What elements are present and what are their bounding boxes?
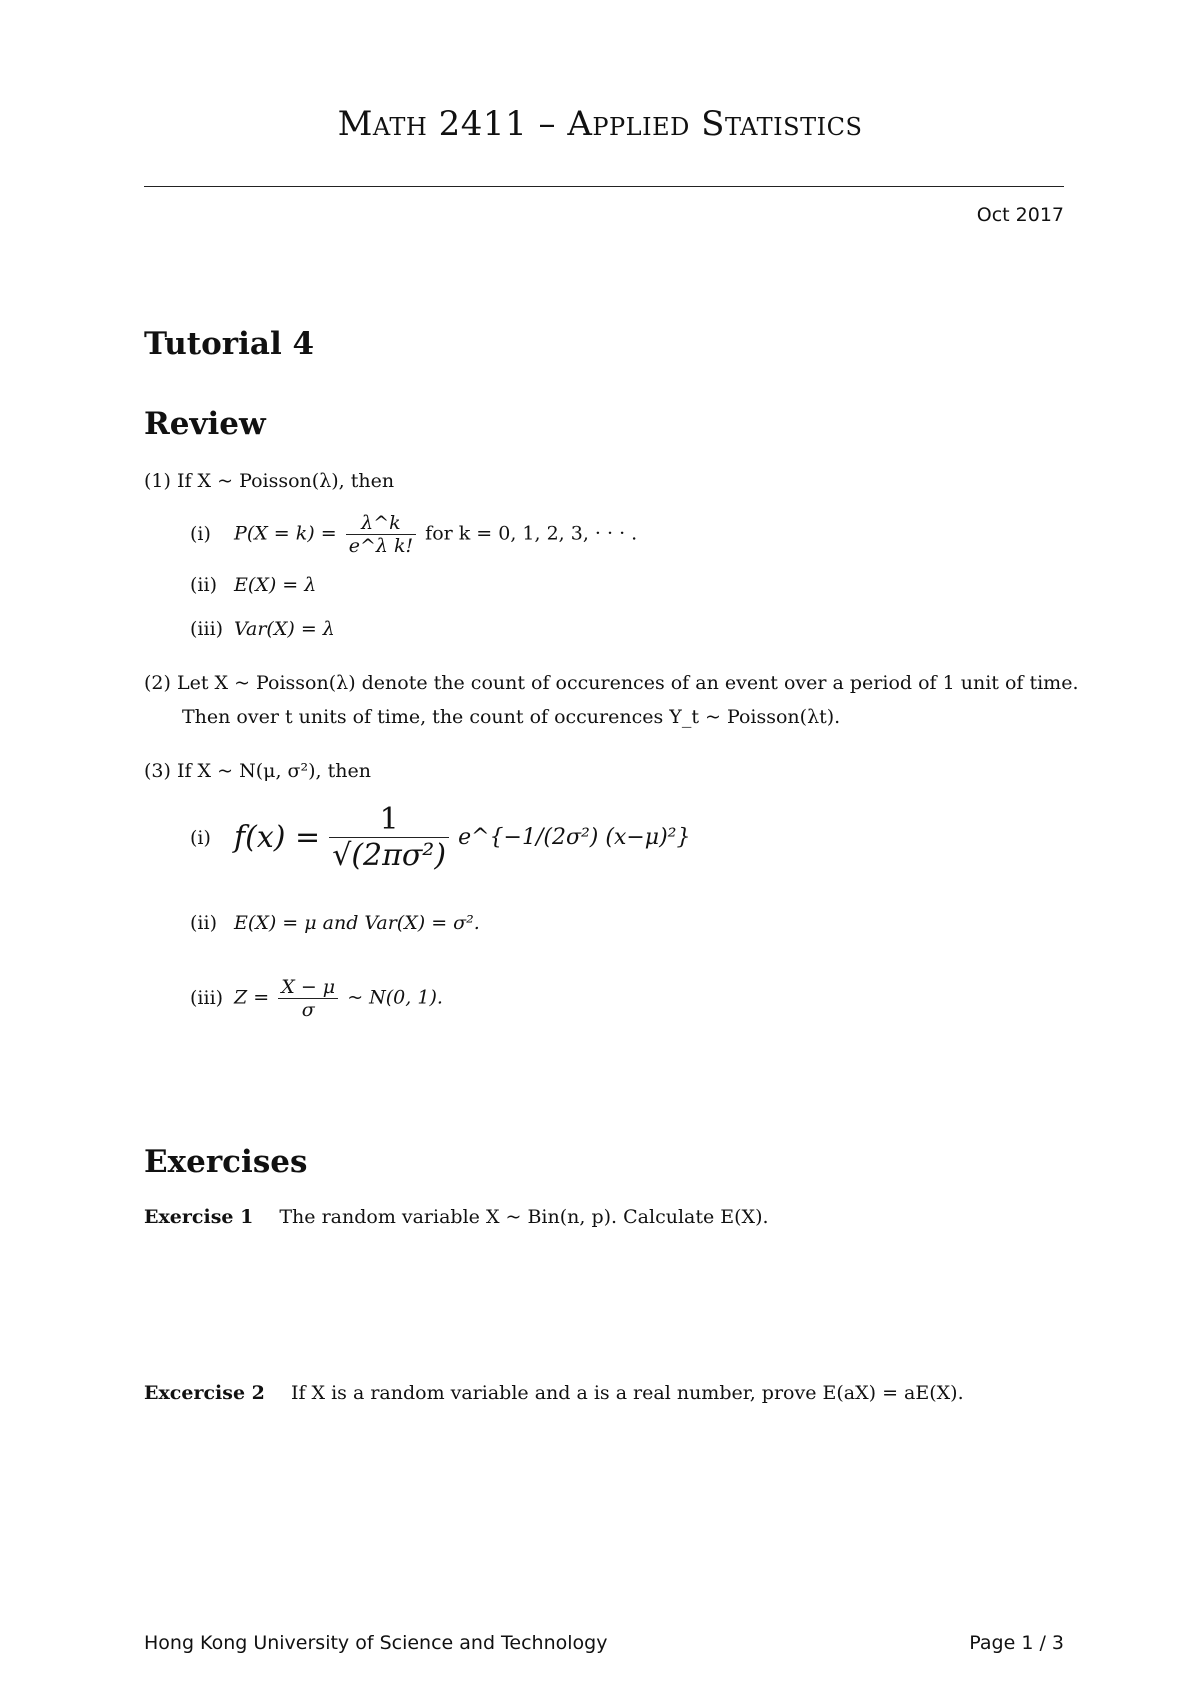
item-number: (2) xyxy=(144,672,171,694)
exercise-label: Excercise 2 xyxy=(144,1382,265,1404)
standardization xyxy=(190,976,443,1021)
item-number: (3) xyxy=(144,760,171,782)
review-item-2-line-1 xyxy=(144,672,1079,694)
normal-moments xyxy=(190,912,480,934)
exercise-2 xyxy=(144,1382,964,1404)
document-date: Oct 2017 xyxy=(976,204,1064,226)
pmf-denominator: e^λ k! xyxy=(348,535,414,557)
pmf-range: for k = 0, 1, 2, 3, · · · . xyxy=(425,522,638,545)
pmf-lhs: P(X = k) = xyxy=(234,522,337,545)
exercises-heading: Exercises xyxy=(144,1144,308,1180)
exercise-1 xyxy=(144,1206,769,1228)
exercise-text: The random variable X ~ Bin(n, p). Calculate E(X). xyxy=(279,1206,769,1228)
header-rule xyxy=(144,186,1064,187)
sub-label: (iii) xyxy=(190,986,224,1009)
poisson-pmf xyxy=(190,512,637,557)
item-number: (1) xyxy=(144,470,171,492)
z-denominator: σ xyxy=(301,999,315,1021)
pdf-fraction xyxy=(329,802,449,873)
sub-label: (ii) xyxy=(190,574,217,596)
pdf-numerator: 1 xyxy=(329,802,449,838)
tutorial-title: Tutorial 4 xyxy=(144,326,315,362)
review-item-3 xyxy=(144,760,371,782)
pmf-numerator: λ^k xyxy=(346,512,416,535)
z-numerator: X − μ xyxy=(278,976,338,999)
z-lhs: Z = xyxy=(234,986,270,1009)
item-intro: If X ~ Poisson(λ), then xyxy=(176,470,395,492)
exercise-label: Exercise 1 xyxy=(144,1206,254,1228)
normal-moments-eq: E(X) = μ and Var(X) = σ². xyxy=(234,912,480,934)
footer-institution: Hong Kong University of Science and Technology xyxy=(144,1632,608,1654)
footer-page-number: Page 1 / 3 xyxy=(969,1632,1064,1654)
sub-label: (i) xyxy=(190,522,211,545)
poisson-variance xyxy=(190,618,335,640)
z-distribution: ~ N(0, 1). xyxy=(347,986,443,1009)
sub-label: (i) xyxy=(190,826,211,849)
poisson-mean xyxy=(190,574,316,596)
poisson-variance-eq: Var(X) = λ xyxy=(234,618,335,640)
document-title: Math 2411 – Applied Statistics xyxy=(337,104,863,144)
sub-label: (ii) xyxy=(190,912,217,934)
pdf-denominator: √(2πσ²) xyxy=(332,838,447,873)
exercise-text: If X is a random variable and a is a real number, prove E(aX) = aE(X). xyxy=(290,1382,964,1404)
item-intro: If X ~ N(μ, σ²), then xyxy=(176,760,371,782)
poisson-mean-eq: E(X) = λ xyxy=(234,574,317,596)
normal-pdf xyxy=(190,802,691,873)
item-text: Let X ~ Poisson(λ) denote the count of occurences of an event over a period of 1 unit of time. xyxy=(176,672,1079,694)
review-heading: Review xyxy=(144,406,266,442)
pdf-lhs: f(x) = xyxy=(234,820,321,855)
sub-label: (iii) xyxy=(190,618,224,640)
review-item-2-line-2: Then over t units of time, the count of occurences Y_t ~ Poisson(λt). xyxy=(182,706,841,728)
review-item-1 xyxy=(144,470,394,492)
pmf-fraction xyxy=(346,512,416,557)
pdf-exponential: e^{−1/(2σ²) (x−μ)²} xyxy=(458,825,691,850)
z-fraction xyxy=(278,976,338,1021)
